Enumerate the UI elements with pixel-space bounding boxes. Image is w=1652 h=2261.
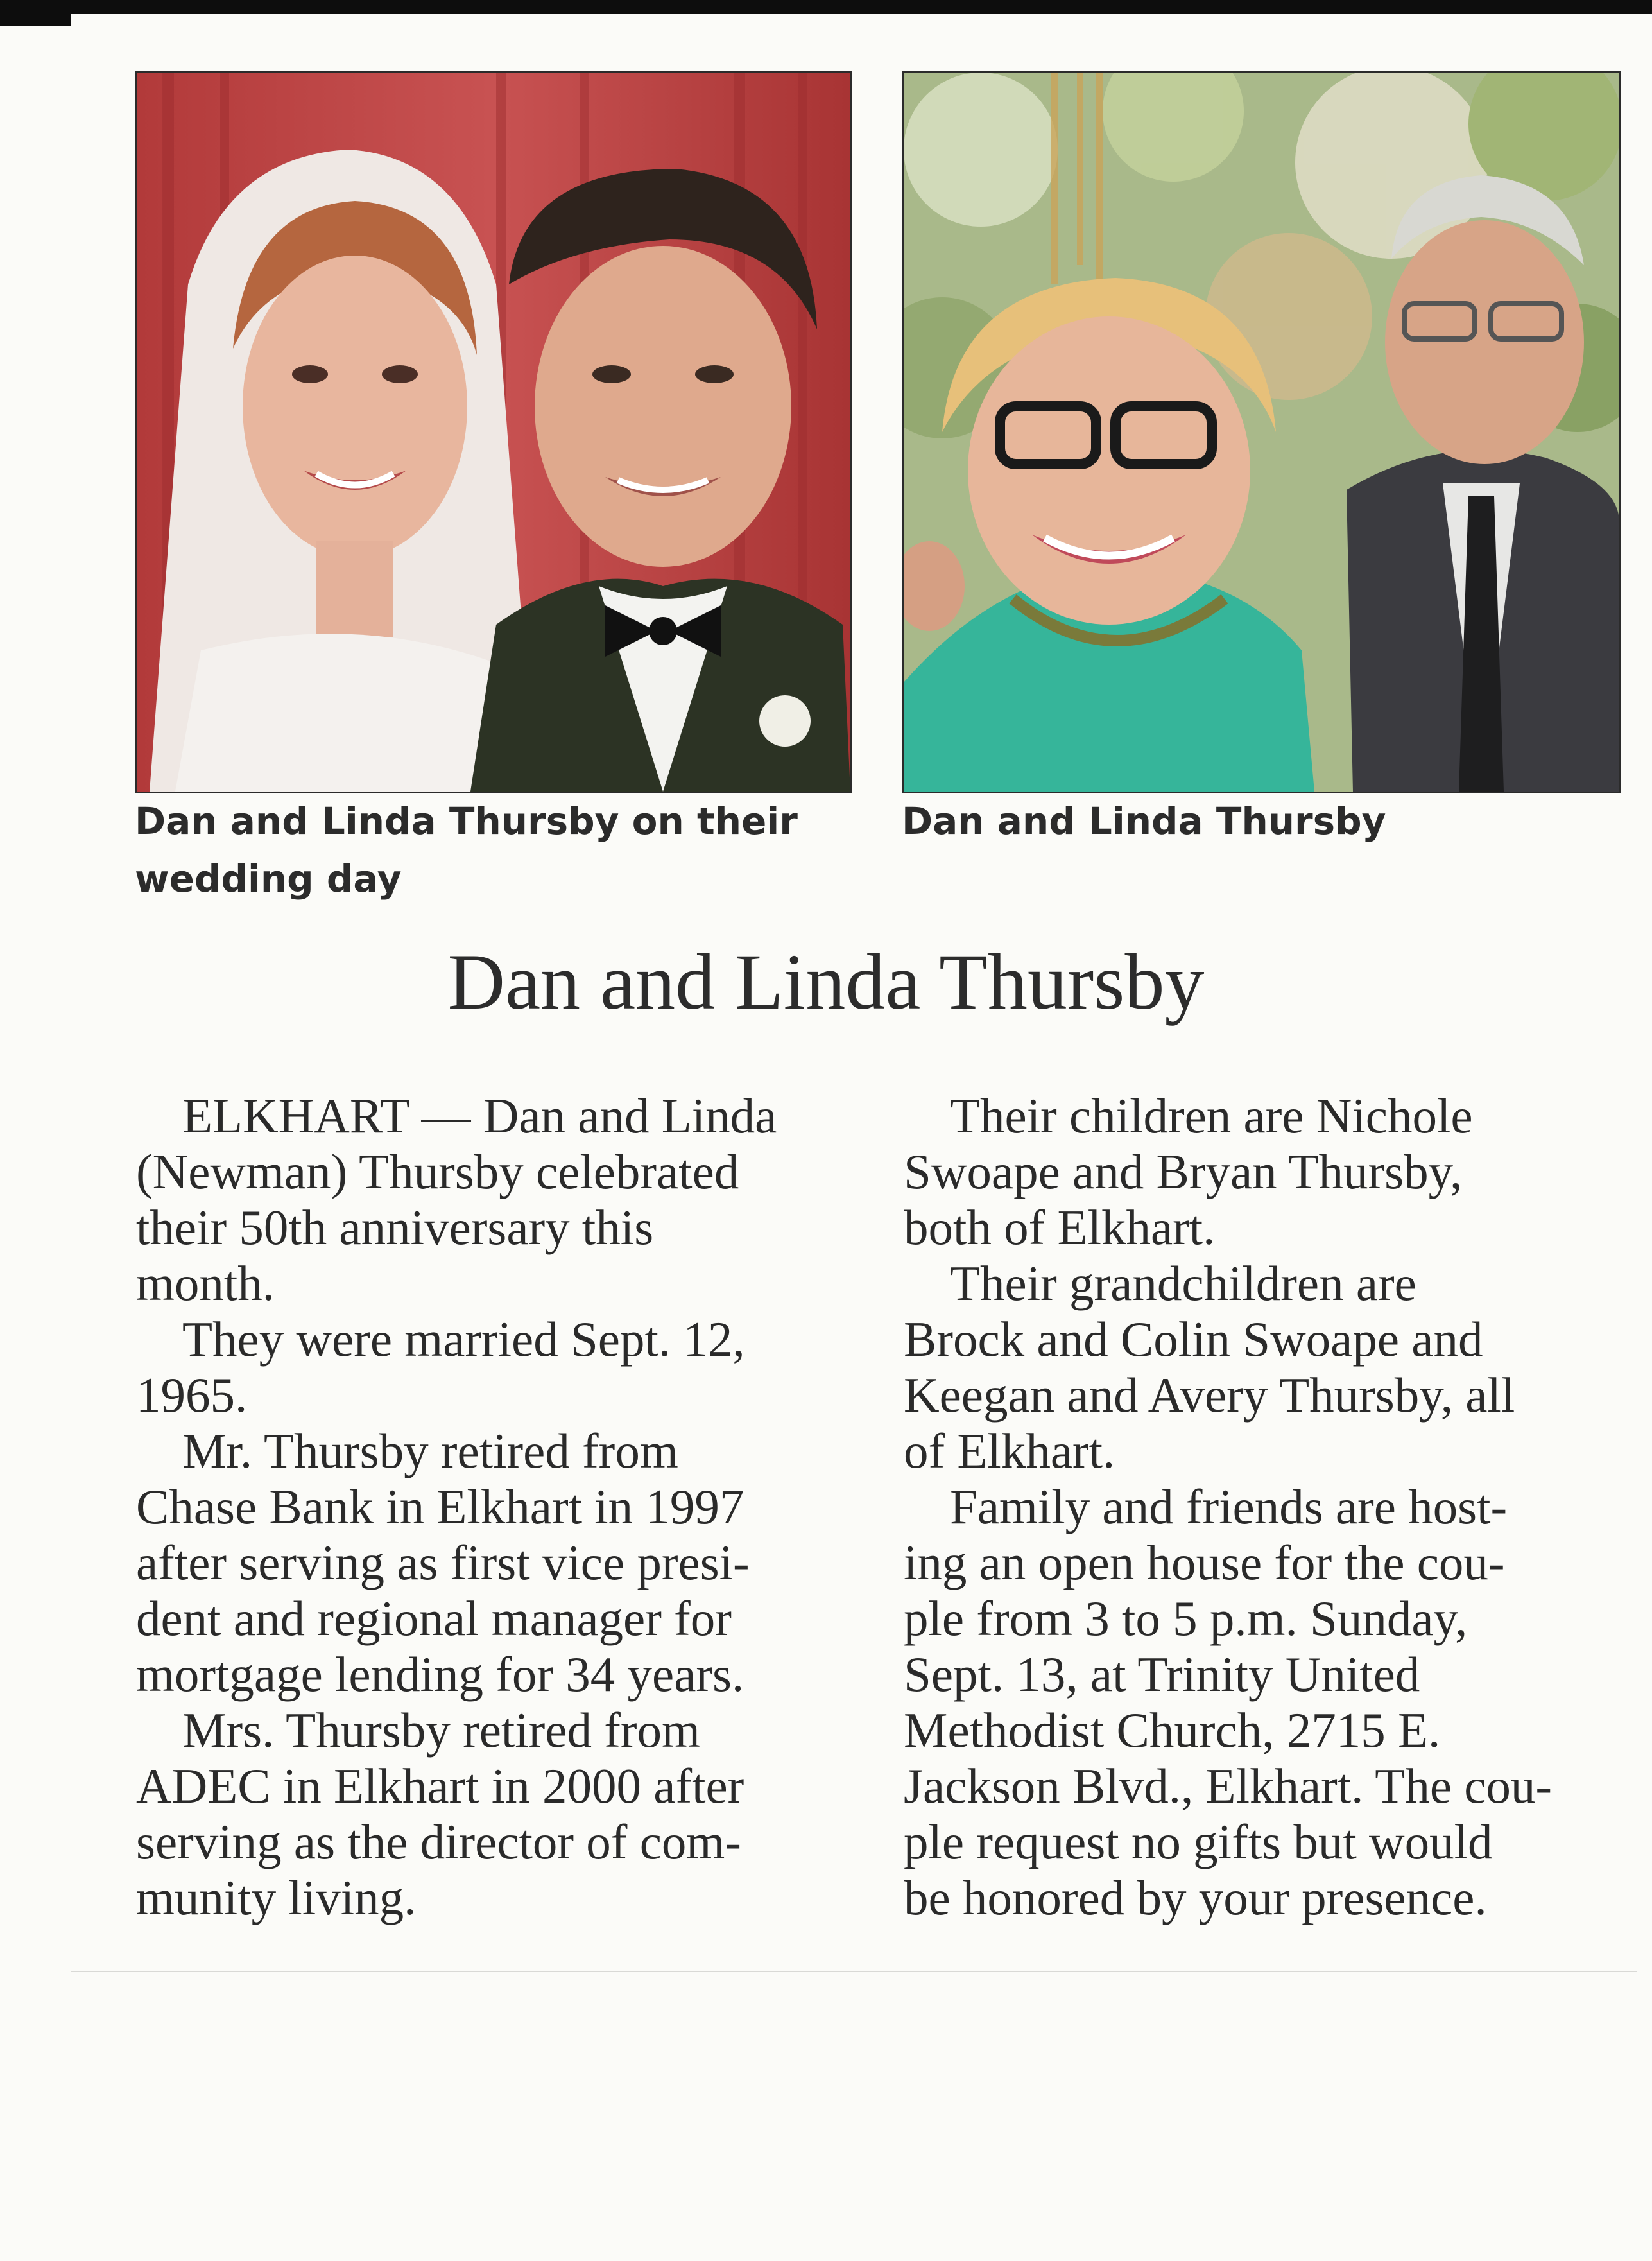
right-line-15: be honored by your presence. xyxy=(904,1870,1487,1925)
right-line-8: Family and friends are host- xyxy=(950,1479,1508,1534)
right-line-5: Brock and Colin Swoape and xyxy=(904,1312,1483,1367)
left-line-12: Mrs. Thursby retired from xyxy=(182,1702,700,1758)
right-line-13: Jackson Blvd., Elkhart. The cou- xyxy=(904,1758,1553,1814)
right-line-11: Sept. 13, at Trinity United xyxy=(904,1647,1420,1702)
right-line-7: of Elkhart. xyxy=(904,1423,1115,1478)
right-line-9: ing an open house for the cou- xyxy=(904,1535,1505,1590)
left-line-3: their 50th anniversary this xyxy=(136,1200,654,1255)
right-line-2: Swoape and Bryan Thursby, xyxy=(904,1144,1463,1199)
clipping-bottom-rule xyxy=(71,1971,1637,1972)
scan-top-edge xyxy=(0,0,1652,14)
right-line-14: ple request no gifts but would xyxy=(904,1814,1493,1869)
left-line-13: ADEC in Elkhart in 2000 after xyxy=(136,1758,744,1814)
article-left-column xyxy=(136,1088,874,1926)
wedding-photo xyxy=(135,71,852,793)
left-line-8: Chase Bank in Elkhart in 1997 xyxy=(136,1479,744,1534)
left-line-15: munity living. xyxy=(136,1870,417,1925)
article-right-column xyxy=(904,1088,1616,1926)
wedding-photo-caption: Dan and Linda Thursby on their wedding day xyxy=(135,799,798,901)
scan-corner-mark xyxy=(0,0,71,26)
article-headline: Dan and Linda Thursby xyxy=(447,938,1205,1026)
left-line-10: dent and regional manager for xyxy=(136,1591,732,1646)
couple-photo-caption: Dan and Linda Thursby xyxy=(902,799,1386,843)
right-line-4: Their grandchildren are xyxy=(950,1256,1416,1311)
right-line-1: Their children are Nichole xyxy=(950,1088,1473,1143)
left-line-4: month. xyxy=(136,1256,275,1311)
left-line-9: after serving as first vice presi- xyxy=(136,1535,750,1590)
right-line-6: Keegan and Avery Thursby, all xyxy=(904,1367,1515,1423)
couple-photo-image xyxy=(904,73,1619,792)
left-line-11: mortgage lending for 34 years. xyxy=(136,1647,744,1702)
right-line-12: Methodist Church, 2715 E. xyxy=(904,1702,1441,1758)
left-line-6: 1965. xyxy=(136,1367,248,1423)
left-line-1: ELKHART — Dan and Linda xyxy=(182,1088,777,1143)
left-line-14: serving as the director of com- xyxy=(136,1814,741,1869)
couple-photo xyxy=(902,71,1621,793)
left-line-5: They were married Sept. 12, xyxy=(182,1312,745,1367)
left-line-7: Mr. Thursby retired from xyxy=(182,1423,678,1478)
right-line-10: ple from 3 to 5 p.m. Sunday, xyxy=(904,1591,1468,1646)
wedding-photo-image xyxy=(137,73,850,792)
right-line-3: both of Elkhart. xyxy=(904,1200,1216,1255)
left-line-2: (Newman) Thursby celebrated xyxy=(136,1144,739,1199)
